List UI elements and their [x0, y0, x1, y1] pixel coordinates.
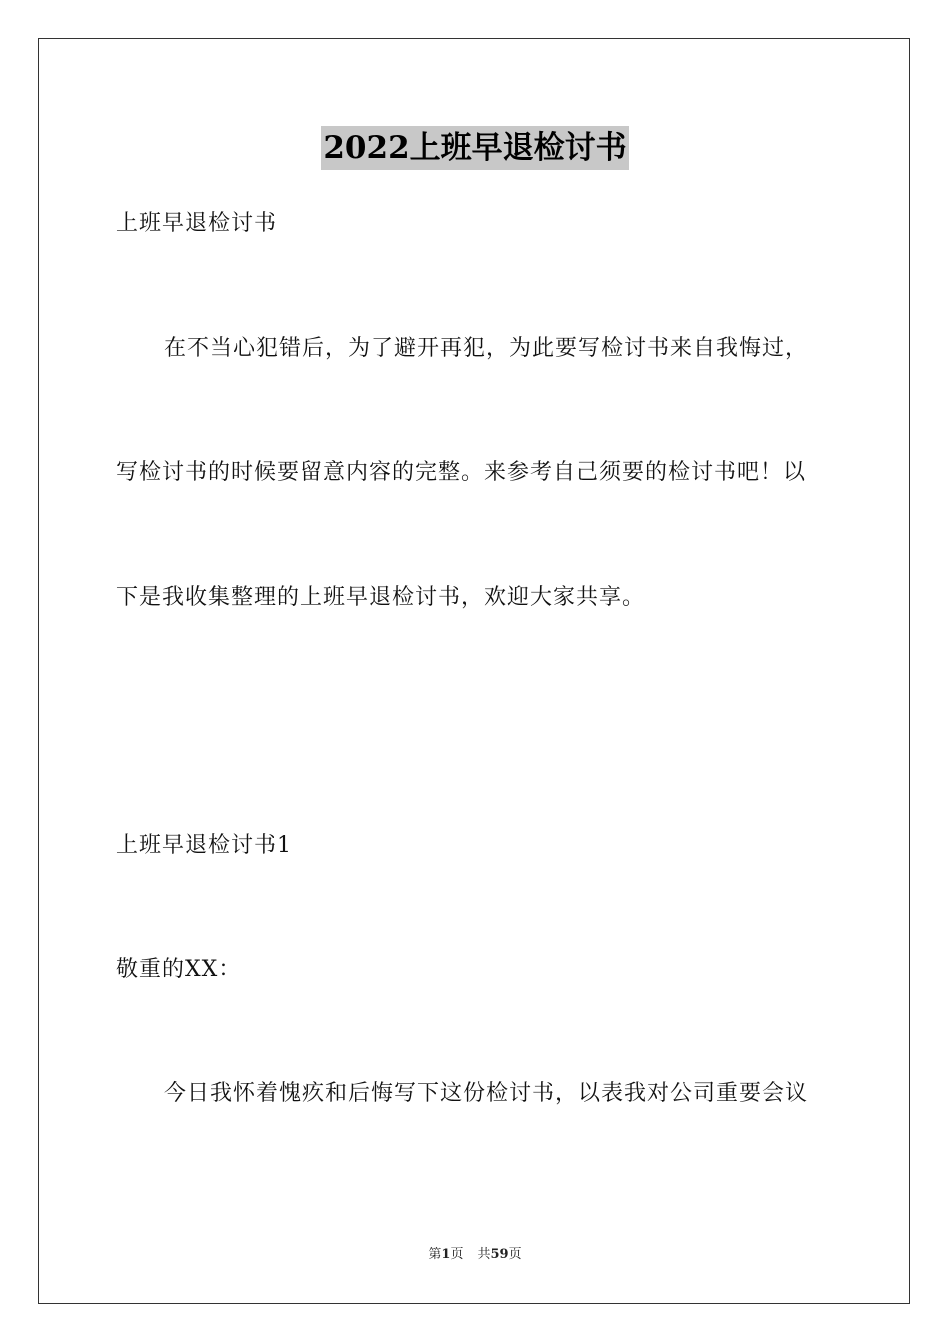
- intro-line-1: 在不当心犯错后，为了避开再犯，为此要写检讨书来自我悔过，: [164, 336, 809, 361]
- document-subtitle: 上班早退检讨书: [116, 211, 278, 236]
- title-container: [0, 126, 950, 170]
- footer-total-prefix: 共: [477, 1247, 491, 1262]
- intro-line-3: 下是我收集整理的上班早退检讨书，欢迎大家共享。: [116, 585, 646, 610]
- footer-total-suffix: 页: [508, 1247, 522, 1262]
- page-footer: [0, 1246, 950, 1264]
- footer-page-prefix: 第: [428, 1247, 442, 1262]
- body-line-1: 今日我怀着愧疚和后悔写下这份检讨书，以表我对公司重要会议: [164, 1081, 809, 1106]
- section-heading: 上班早退检讨书1: [116, 833, 292, 858]
- document-title: 2022上班早退检讨书: [321, 126, 628, 170]
- salutation: 敬重的XX：: [116, 957, 242, 982]
- footer-page-number: 1: [441, 1247, 451, 1262]
- footer-total-pages: 59: [490, 1247, 509, 1262]
- intro-line-2: 写检讨书的时候要留意内容的完整。来参考自己须要的检讨书吧！以: [116, 460, 807, 485]
- footer-page-suffix: 页: [450, 1247, 464, 1262]
